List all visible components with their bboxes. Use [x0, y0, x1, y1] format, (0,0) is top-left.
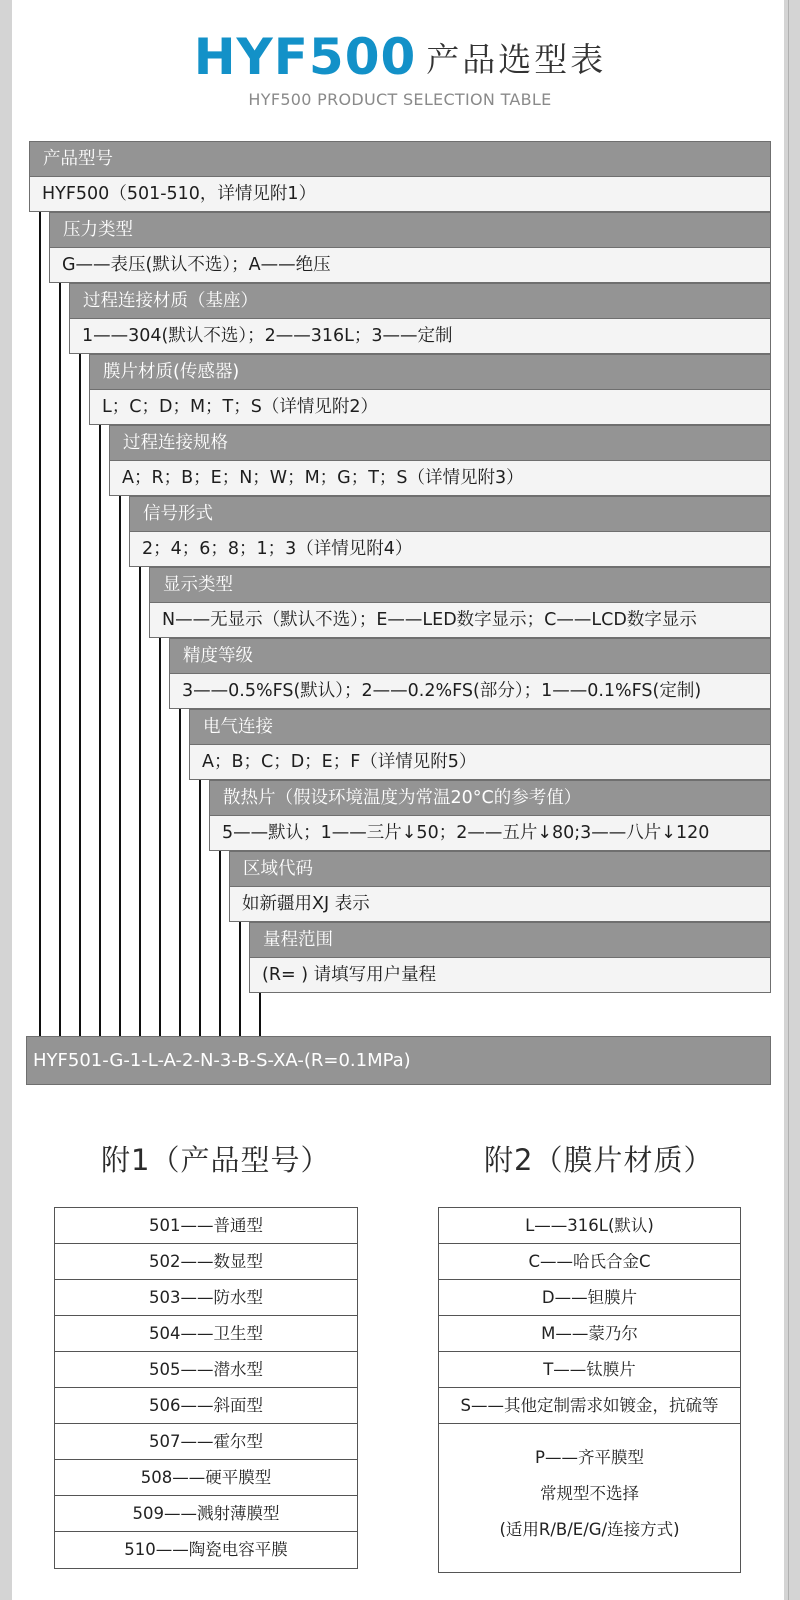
connector-line — [119, 496, 121, 1036]
section-heading: 显示类型 — [149, 567, 771, 603]
section-value: N——无显示（默认不选）；E——LED数字显示；C——LCD数字显示 — [149, 602, 771, 638]
table-row: 505——潜水型 — [55, 1352, 357, 1388]
appendix2-table — [438, 1207, 741, 1573]
appendix2-note-line: 常规型不选择 — [540, 1484, 639, 1503]
section-value: L；C；D；M；T；S（详情见附2） — [89, 389, 771, 425]
section-heading: 量程范围 — [249, 922, 771, 958]
connector-line — [99, 425, 101, 1036]
section-value: 5——默认；1——三片↓50；2——五片↓80;3——八片↓120 — [209, 815, 771, 851]
section-value: A；B；C；D；E；F（详情见附5） — [189, 744, 771, 780]
table-row: 510——陶瓷电容平膜 — [124, 1540, 288, 1559]
section-heading: 区域代码 — [229, 851, 771, 887]
section-heading: 精度等级 — [169, 638, 771, 674]
appendix1-title: 附1（产品型号） — [101, 1143, 331, 1177]
example-code-bar: HYF501-G-1-L-A-2-N-3-B-S-XA-(R=0.1MPa) — [26, 1036, 771, 1085]
table-row: 503——防水型 — [55, 1280, 357, 1316]
section-heading: 过程连接材质（基座） — [69, 283, 771, 319]
left-edge-strip — [0, 0, 12, 1600]
table-row: 501——普通型 — [55, 1208, 357, 1244]
section-value: 2；4；6；8；1；3（详情见附4） — [129, 531, 771, 567]
table-row: L——316L(默认) — [439, 1208, 740, 1244]
table-row: D——钽膜片 — [439, 1280, 740, 1316]
table-row: T——钛膜片 — [439, 1352, 740, 1388]
table-row: S——其他定制需求如镀金，抗硫等 — [439, 1388, 740, 1424]
table-row: 504——卫生型 — [55, 1316, 357, 1352]
section-heading: 压力类型 — [49, 212, 771, 248]
page-subtitle: HYF500 PRODUCT SELECTION TABLE — [248, 90, 552, 109]
section-heading: 过程连接规格 — [109, 425, 771, 461]
section-value: 3——0.5%FS(默认）；2——0.2%FS(部分）；1——0.1%FS(定制) — [169, 673, 771, 709]
connector-line — [59, 283, 61, 1036]
section-heading: 膜片材质(传感器) — [89, 354, 771, 390]
title-model: HYF500 — [193, 28, 417, 86]
table-row: M——蒙乃尔 — [439, 1316, 740, 1352]
table-row: 507——霍尔型 — [55, 1424, 357, 1460]
section-heading: 电气连接 — [189, 709, 771, 745]
connector-line — [159, 638, 161, 1036]
table-row: 502——数显型 — [55, 1244, 357, 1280]
connector-line — [259, 993, 261, 1036]
appendix2-title: 附2（膜片材质） — [484, 1143, 714, 1177]
section-value: 如新疆用XJ 表示 — [229, 886, 771, 922]
page-title — [0, 28, 800, 86]
table-row: C——哈氏合金C — [439, 1244, 740, 1280]
connector-line — [139, 567, 141, 1036]
connector-line — [199, 780, 201, 1036]
connector-line — [219, 851, 221, 1036]
connector-line — [79, 354, 81, 1036]
connector-line — [39, 212, 41, 1036]
section-heading: 信号形式 — [129, 496, 771, 532]
section-value: 1——304(默认不选）；2——316L；3——定制 — [69, 318, 771, 354]
section-heading: 散热片（假设环境温度为常温20°C的参考值） — [209, 780, 771, 816]
right-edge-strip — [784, 0, 800, 1600]
section-value: HYF500（501-510，详情见附1） — [29, 176, 771, 212]
section-value: A；R；B；E；N；W；M；G；T；S（详情见附3） — [109, 460, 771, 496]
appendix2-note-line: (适用R/B/E/G/连接方式) — [499, 1520, 680, 1539]
table-row: 506——斜面型 — [55, 1388, 357, 1424]
section-value: (R= ) 请填写用户量程 — [249, 957, 771, 993]
connector-line — [179, 709, 181, 1036]
appendix2-note-line: P——齐平膜型 — [535, 1448, 644, 1467]
table-row: 508——硬平膜型 — [55, 1460, 357, 1496]
section-value: G——表压(默认不选）；A——绝压 — [49, 247, 771, 283]
section-heading: 产品型号 — [29, 141, 771, 177]
connector-line — [239, 922, 241, 1036]
title-cn: 产品选型表 — [426, 39, 607, 79]
appendix2-note — [439, 1424, 740, 1548]
appendix1-table — [54, 1207, 358, 1569]
table-row: 509——溅射薄膜型 — [55, 1496, 357, 1532]
